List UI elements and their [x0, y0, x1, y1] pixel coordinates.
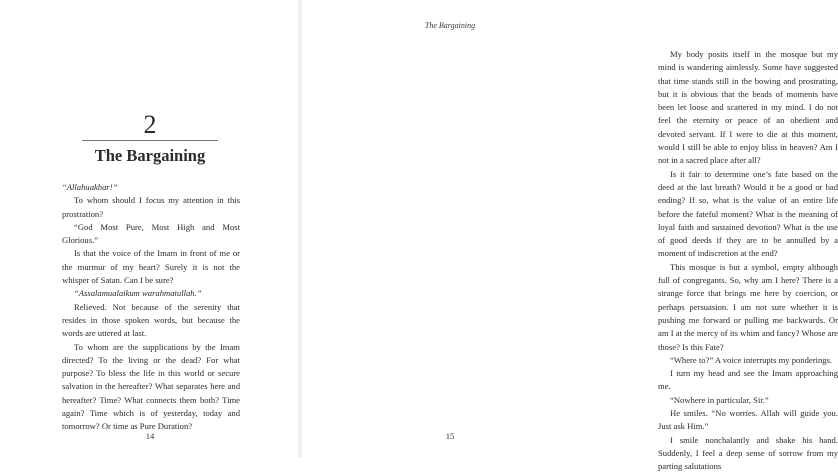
- paragraph: “God Most Pure, Most High and Most Glorious.”: [62, 221, 240, 246]
- paragraph: This mosque is but a symbol, empty although full of congregants. So, why am I here? There is a strange force that brings me here by coercion, or perhaps persuasion. I am not sure whether it is pushing me forward or pulling me backwards. Or am I at the mercy of its whim and fancy? Whose are those? Is this Fate?: [658, 261, 838, 352]
- paragraph: I smile nonchalantly and shake his hand. Suddenly, I feel a deep sense of sorrow from my parting salutations: [658, 434, 838, 472]
- paragraph: I turn my head and see the Imam approaching me.: [658, 368, 838, 392]
- paragraph: He smiles. “No worries. Allah will guide you. Just ask Him.”: [658, 408, 838, 432]
- left-page: [0, 0, 300, 457]
- paragraph: My body posits itself in the mosque but my mind is wandering aimlessly. Some have suggested that time stands still in the bowing and prostrating, but it is obvious that the beads of moments have been let loose and scattered in my mind. I do not feel the eternity or peace of an obedient and devoted servant. If I were to die at this moment, would I still be able to enjoy bliss in heaven? Am I not in a sacred place after all?: [658, 49, 838, 166]
- page-number: 14: [145, 431, 155, 441]
- paragraph: Is that the voice of the Imam in front of me or the murmur of my heart? Surely it is not the whisper of Satan. Can I be sure?: [62, 248, 240, 286]
- chapter-title: The Bargaining: [94, 146, 206, 165]
- page-number: 15: [445, 431, 455, 441]
- running-head: The Bargaining: [424, 21, 476, 30]
- paragraph: “Assalamualaikum warahmatullah.”: [74, 288, 202, 299]
- right-page: [300, 0, 838, 472]
- paragraph: Is it fair to determine one’s fate based on the deed at the last breath? Would it be a good or bad ending? If so, what is the value of an entire life before the fateful moment? What is the meaning of loyal faith and sustained devotion? What is the use of good deeds if they are to be annulled by a moment of indiscretion at the end?: [658, 168, 838, 259]
- left-page-body: [62, 181, 240, 434]
- paragraph: Relieved. Not because of the serenity that resides in those spoken words, but because the words are uttered at last.: [62, 301, 240, 339]
- right-page-body: [658, 48, 838, 474]
- paragraph: “Where to?” A voice interrupts my ponderings.: [670, 354, 833, 365]
- paragraph: “Allahuakbar!”: [62, 182, 118, 192]
- paragraph: “Nowhere in particular, Sir.”: [670, 394, 769, 405]
- chapter-divider: [82, 140, 218, 141]
- paragraph: To whom are the supplications by the Imam directed? To the living or the dead? For what purpose? To bless the life in this world or secure salvation in the hereafter? What separates here and hereafter? Time? What connects them both? Time again? Time which is of yesterday, today and tomorrow? Or time as Pure Duration?: [62, 341, 240, 432]
- chapter-number: 2: [143, 110, 157, 139]
- paragraph: To whom should I focus my attention in this prostration?: [62, 195, 240, 219]
